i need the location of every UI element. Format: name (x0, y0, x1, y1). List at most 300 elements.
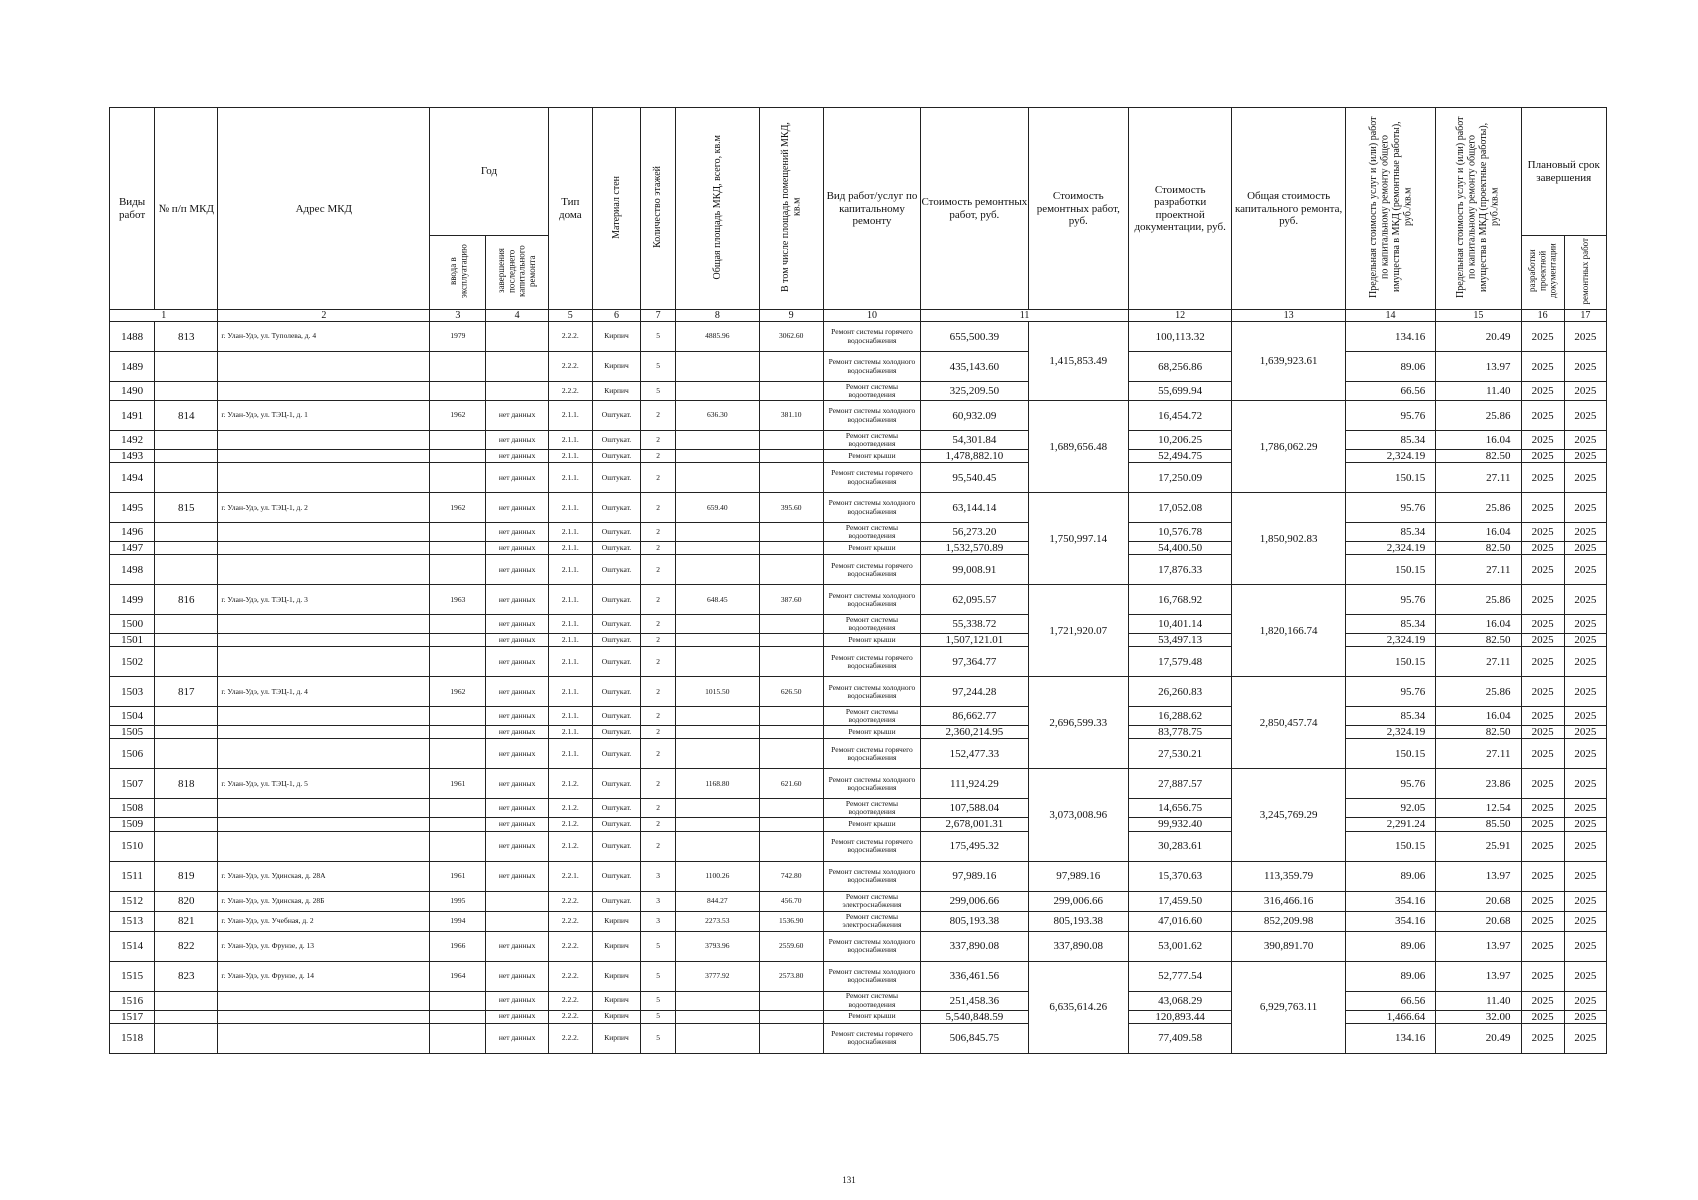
deadline-design: 2025 (1521, 1023, 1564, 1053)
limit-design: 13.97 (1436, 931, 1521, 961)
table-row (110, 677, 1607, 707)
header-god-zaversheniya-text: завершения последнего капитального ремонта (496, 245, 538, 297)
limit-repair: 66.56 (1345, 991, 1435, 1010)
mkd-address: г. Улан-Удэ, ул. ТЭЦ-1, д. 5 (218, 769, 430, 799)
table-row (110, 707, 1607, 726)
header-obshaya-stoimost: Общая стоимость капитального ремонта, руб. (1232, 108, 1345, 310)
header-god-vvoda (430, 236, 486, 310)
design-cost: 54,400.50 (1128, 542, 1231, 555)
row-index: 1518 (110, 1023, 155, 1053)
mkd-number (155, 818, 218, 831)
total-area: 1168.80 (676, 769, 759, 799)
total-area (676, 431, 759, 450)
premises-area (759, 1023, 823, 1053)
premises-area: 2559.60 (759, 931, 823, 961)
mkd-number: 822 (155, 931, 218, 961)
row-index: 1503 (110, 677, 155, 707)
mkd-number (155, 555, 218, 585)
work-type: Ремонт крыши (823, 450, 920, 463)
column-number: 2 (218, 310, 430, 322)
premises-area (759, 818, 823, 831)
repair-cost: 337,890.08 (921, 931, 1028, 961)
table-row (110, 961, 1607, 991)
total-area (676, 523, 759, 542)
total-area (676, 450, 759, 463)
row-index: 1504 (110, 707, 155, 726)
repair-cost: 5,540,848.59 (921, 1010, 1028, 1023)
house-type: 2.1.1. (548, 677, 592, 707)
work-type: Ремонт системы горячего водоснабжения (823, 1023, 920, 1053)
floors: 2 (641, 615, 676, 634)
mkd-number: 819 (155, 861, 218, 891)
design-cost: 100,113.32 (1128, 322, 1231, 352)
premises-area (759, 615, 823, 634)
year-built (430, 463, 486, 493)
repair-cost: 2,678,001.31 (921, 818, 1028, 831)
table-row (110, 634, 1607, 647)
group-repair-cost: 1,721,920.07 (1028, 585, 1128, 677)
deadline-repair: 2025 (1564, 555, 1606, 585)
group-repair-cost: 1,750,997.14 (1028, 493, 1128, 585)
deadline-design: 2025 (1521, 739, 1564, 769)
floors: 5 (641, 382, 676, 401)
row-index: 1496 (110, 523, 155, 542)
year-last-repair (486, 911, 548, 931)
deadline-design: 2025 (1521, 911, 1564, 931)
repair-cost: 175,495.32 (921, 831, 1028, 861)
limit-design: 20.49 (1436, 1023, 1521, 1053)
wall-material: Оштукат. (592, 523, 640, 542)
table-row (110, 799, 1607, 818)
wall-material: Оштукат. (592, 542, 640, 555)
total-area (676, 726, 759, 739)
premises-area (759, 991, 823, 1010)
deadline-repair: 2025 (1564, 1023, 1606, 1053)
row-index: 1515 (110, 961, 155, 991)
year-built: 1962 (430, 677, 486, 707)
floors: 5 (641, 1023, 676, 1053)
year-last-repair: нет данных (486, 739, 548, 769)
premises-area (759, 542, 823, 555)
deadline-repair: 2025 (1564, 911, 1606, 931)
repair-cost: 99,008.91 (921, 555, 1028, 585)
year-last-repair: нет данных (486, 861, 548, 891)
header-material-sten (592, 108, 640, 310)
row-index: 1507 (110, 769, 155, 799)
limit-design: 11.40 (1436, 991, 1521, 1010)
row-index: 1488 (110, 322, 155, 352)
premises-area (759, 352, 823, 382)
mkd-number (155, 634, 218, 647)
repair-cost: 299,006.66 (921, 891, 1028, 911)
mkd-address: г. Улан-Удэ, ул. Фрунзе, д. 13 (218, 931, 430, 961)
repair-cost: 63,144.14 (921, 493, 1028, 523)
mkd-address (218, 991, 430, 1010)
limit-repair: 85.34 (1345, 431, 1435, 450)
design-cost: 83,778.75 (1128, 726, 1231, 739)
wall-material: Кирпич (592, 961, 640, 991)
repair-cost: 111,924.29 (921, 769, 1028, 799)
limit-design: 12.54 (1436, 799, 1521, 818)
limit-design: 82.50 (1436, 726, 1521, 739)
header-adres: Адрес МКД (218, 108, 430, 310)
floors: 2 (641, 542, 676, 555)
work-type: Ремонт крыши (823, 1010, 920, 1023)
house-type: 2.1.1. (548, 555, 592, 585)
repair-cost: 107,588.04 (921, 799, 1028, 818)
deadline-design: 2025 (1521, 352, 1564, 382)
year-last-repair (486, 891, 548, 911)
mkd-address: г. Улан-Удэ, ул. Учебная, д. 2 (218, 911, 430, 931)
limit-design: 32.00 (1436, 1010, 1521, 1023)
total-area: 3777.92 (676, 961, 759, 991)
group-total-cost: 2,850,457.74 (1232, 677, 1345, 769)
total-area: 844.27 (676, 891, 759, 911)
year-built: 1962 (430, 401, 486, 431)
group-repair-cost: 3,073,008.96 (1028, 769, 1128, 861)
wall-material: Оштукат. (592, 707, 640, 726)
limit-repair: 2,324.19 (1345, 726, 1435, 739)
total-area (676, 352, 759, 382)
work-type: Ремонт системы холодного водоснабжения (823, 861, 920, 891)
deadline-design: 2025 (1521, 707, 1564, 726)
year-last-repair (486, 382, 548, 401)
header-predel-rem (1345, 108, 1435, 310)
total-area: 3793.96 (676, 931, 759, 961)
floors: 5 (641, 931, 676, 961)
premises-area (759, 431, 823, 450)
year-built (430, 831, 486, 861)
floors: 2 (641, 463, 676, 493)
year-built (430, 818, 486, 831)
design-cost: 53,497.13 (1128, 634, 1231, 647)
header-material-sten-text: Материал стен (610, 175, 622, 239)
design-cost: 27,530.21 (1128, 739, 1231, 769)
floors: 2 (641, 585, 676, 615)
mkd-number (155, 523, 218, 542)
column-number: 13 (1232, 310, 1345, 322)
group-total-cost: 6,929,763.11 (1232, 961, 1345, 1053)
year-built: 1979 (430, 322, 486, 352)
deadline-repair: 2025 (1564, 431, 1606, 450)
table-row (110, 911, 1607, 931)
deadline-repair: 2025 (1564, 523, 1606, 542)
house-type: 2.1.1. (548, 726, 592, 739)
repair-cost: 1,507,121.01 (921, 634, 1028, 647)
floors: 2 (641, 769, 676, 799)
deadline-repair: 2025 (1564, 615, 1606, 634)
mkd-address: г. Улан-Удэ, ул. ТЭЦ-1, д. 4 (218, 677, 430, 707)
year-last-repair (486, 322, 548, 352)
deadline-repair: 2025 (1564, 634, 1606, 647)
mkd-address (218, 799, 430, 818)
repair-cost: 435,143.60 (921, 352, 1028, 382)
house-type: 2.1.1. (548, 431, 592, 450)
deadline-design: 2025 (1521, 585, 1564, 615)
mkd-number: 821 (155, 911, 218, 931)
table-row (110, 726, 1607, 739)
year-built (430, 647, 486, 677)
house-type: 2.1.1. (548, 585, 592, 615)
deadline-design: 2025 (1521, 542, 1564, 555)
year-last-repair: нет данных (486, 707, 548, 726)
deadline-repair: 2025 (1564, 831, 1606, 861)
deadline-repair: 2025 (1564, 463, 1606, 493)
design-cost: 43,068.29 (1128, 991, 1231, 1010)
limit-design: 82.50 (1436, 542, 1521, 555)
column-number: 11 (921, 310, 1129, 322)
header-vid-rabot-uslug: Вид работ/услуг по капитальному ремонту (823, 108, 920, 310)
column-number: 15 (1436, 310, 1521, 322)
design-cost: 14,656.75 (1128, 799, 1231, 818)
deadline-design: 2025 (1521, 431, 1564, 450)
table-row (110, 542, 1607, 555)
repair-cost: 251,458.36 (921, 991, 1028, 1010)
deadline-repair: 2025 (1564, 961, 1606, 991)
column-number: 14 (1345, 310, 1435, 322)
wall-material: Оштукат. (592, 769, 640, 799)
deadline-repair: 2025 (1564, 931, 1606, 961)
total-area (676, 463, 759, 493)
floors: 3 (641, 861, 676, 891)
house-type: 2.2.2. (548, 322, 592, 352)
design-cost: 55,699.94 (1128, 382, 1231, 401)
year-built: 1963 (430, 585, 486, 615)
repair-cost: 97,364.77 (921, 647, 1028, 677)
design-cost: 53,001.62 (1128, 931, 1231, 961)
floors: 2 (641, 818, 676, 831)
total-area (676, 1023, 759, 1053)
work-type: Ремонт системы горячего водоснабжения (823, 831, 920, 861)
header-god-vvoda-text: ввода в эксплуатацию (447, 244, 468, 298)
limit-repair: 89.06 (1345, 861, 1435, 891)
wall-material: Оштукат. (592, 634, 640, 647)
mkd-number (155, 352, 218, 382)
design-cost: 27,887.57 (1128, 769, 1231, 799)
mkd-number: 818 (155, 769, 218, 799)
column-number: 1 (110, 310, 218, 322)
deadline-repair: 2025 (1564, 861, 1606, 891)
year-last-repair: нет данных (486, 615, 548, 634)
table-row (110, 769, 1607, 799)
repair-cost: 86,662.77 (921, 707, 1028, 726)
row-index: 1502 (110, 647, 155, 677)
deadline-repair: 2025 (1564, 382, 1606, 401)
mkd-address (218, 542, 430, 555)
year-last-repair: нет данных (486, 991, 548, 1010)
limit-repair: 85.34 (1345, 615, 1435, 634)
deadline-repair: 2025 (1564, 799, 1606, 818)
limit-repair: 66.56 (1345, 382, 1435, 401)
header-srok-rem-text: ремонтных работ (1580, 237, 1591, 305)
house-type: 2.2.2. (548, 961, 592, 991)
design-cost: 17,876.33 (1128, 555, 1231, 585)
group-repair-cost: 299,006.66 (1028, 891, 1128, 911)
year-last-repair: нет данных (486, 450, 548, 463)
header-kol-etazhey-text: Количество этажей (652, 166, 664, 248)
group-total-cost: 1,639,923.61 (1232, 322, 1345, 401)
year-built (430, 555, 486, 585)
repair-cost: 56,273.20 (921, 523, 1028, 542)
total-area (676, 647, 759, 677)
wall-material: Оштукат. (592, 585, 640, 615)
limit-design: 27.11 (1436, 739, 1521, 769)
mkd-address (218, 615, 430, 634)
mkd-number (155, 799, 218, 818)
design-cost: 26,260.83 (1128, 677, 1231, 707)
mkd-address (218, 555, 430, 585)
work-type: Ремонт системы холодного водоснабжения (823, 961, 920, 991)
limit-design: 25.91 (1436, 831, 1521, 861)
column-number: 10 (823, 310, 920, 322)
row-index: 1494 (110, 463, 155, 493)
design-cost: 77,409.58 (1128, 1023, 1231, 1053)
wall-material: Оштукат. (592, 615, 640, 634)
design-cost: 120,893.44 (1128, 1010, 1231, 1023)
year-last-repair: нет данных (486, 961, 548, 991)
year-built (430, 634, 486, 647)
header-srok-rem (1564, 236, 1606, 310)
row-index: 1491 (110, 401, 155, 431)
floors: 2 (641, 634, 676, 647)
design-cost: 47,016.60 (1128, 911, 1231, 931)
work-type: Ремонт крыши (823, 818, 920, 831)
limit-repair: 89.06 (1345, 961, 1435, 991)
header-planovy-srok: Плановый срок завершения (1521, 108, 1606, 236)
limit-design: 25.86 (1436, 493, 1521, 523)
house-type: 2.1.2. (548, 769, 592, 799)
design-cost: 17,459.50 (1128, 891, 1231, 911)
floors: 2 (641, 677, 676, 707)
work-type: Ремонт системы холодного водоснабжения (823, 769, 920, 799)
floors: 5 (641, 961, 676, 991)
wall-material: Кирпич (592, 382, 640, 401)
total-area (676, 555, 759, 585)
floors: 2 (641, 431, 676, 450)
deadline-repair: 2025 (1564, 677, 1606, 707)
table-row (110, 322, 1607, 352)
design-cost: 99,932.40 (1128, 818, 1231, 831)
header-ploshad-pomesheniy (759, 108, 823, 310)
mkd-number (155, 991, 218, 1010)
row-index: 1511 (110, 861, 155, 891)
deadline-repair: 2025 (1564, 401, 1606, 431)
deadline-design: 2025 (1521, 493, 1564, 523)
wall-material: Оштукат. (592, 555, 640, 585)
limit-repair: 2,324.19 (1345, 634, 1435, 647)
premises-area: 387.60 (759, 585, 823, 615)
header-obshaya-ploshad (676, 108, 759, 310)
premises-area (759, 726, 823, 739)
premises-area (759, 463, 823, 493)
year-built (430, 726, 486, 739)
group-repair-cost: 97,989.16 (1028, 861, 1128, 891)
design-cost: 52,494.75 (1128, 450, 1231, 463)
premises-area: 621.60 (759, 769, 823, 799)
year-built: 1964 (430, 961, 486, 991)
work-type: Ремонт системы электроснабжения (823, 911, 920, 931)
mkd-number (155, 707, 218, 726)
year-last-repair: нет данных (486, 831, 548, 861)
year-last-repair: нет данных (486, 1010, 548, 1023)
house-type: 2.1.1. (548, 707, 592, 726)
group-total-cost: 1,850,902.83 (1232, 493, 1345, 585)
mkd-address (218, 707, 430, 726)
year-last-repair: нет данных (486, 677, 548, 707)
design-cost: 10,401.14 (1128, 615, 1231, 634)
work-type: Ремонт крыши (823, 542, 920, 555)
deadline-design: 2025 (1521, 647, 1564, 677)
group-repair-cost: 1,415,853.49 (1028, 322, 1128, 401)
row-index: 1505 (110, 726, 155, 739)
limit-design: 85.50 (1436, 818, 1521, 831)
header-predel-proekt-text: Предельная стоимость услуг и (или) работ по капитальному ремонту общего имущества в МКД (проектные работы), руб./кв.м (1455, 116, 1501, 298)
wall-material: Оштукат. (592, 493, 640, 523)
limit-repair: 95.76 (1345, 769, 1435, 799)
table-row (110, 401, 1607, 431)
total-area (676, 382, 759, 401)
mkd-number (155, 463, 218, 493)
repair-cost: 506,845.75 (921, 1023, 1028, 1053)
house-type: 2.2.2. (548, 891, 592, 911)
group-repair-cost: 2,696,599.33 (1028, 677, 1128, 769)
floors: 2 (641, 707, 676, 726)
mkd-address (218, 726, 430, 739)
group-repair-cost: 6,635,614.26 (1028, 961, 1128, 1053)
deadline-repair: 2025 (1564, 818, 1606, 831)
floors: 2 (641, 493, 676, 523)
header-vid-rabot: Виды работ (110, 108, 155, 310)
house-type: 2.2.2. (548, 911, 592, 931)
limit-design: 23.86 (1436, 769, 1521, 799)
year-last-repair: нет данных (486, 493, 548, 523)
deadline-design: 2025 (1521, 1010, 1564, 1023)
mkd-address: г. Улан-Удэ, ул. ТЭЦ-1, д. 3 (218, 585, 430, 615)
row-index: 1495 (110, 493, 155, 523)
floors: 2 (641, 555, 676, 585)
limit-repair: 85.34 (1345, 707, 1435, 726)
deadline-design: 2025 (1521, 463, 1564, 493)
row-index: 1517 (110, 1010, 155, 1023)
wall-material: Оштукат. (592, 831, 640, 861)
mkd-number (155, 1010, 218, 1023)
design-cost: 52,777.54 (1128, 961, 1231, 991)
row-index: 1501 (110, 634, 155, 647)
mkd-address: г. Улан-Удэ, ул. ТЭЦ-1, д. 2 (218, 493, 430, 523)
table-row (110, 891, 1607, 911)
group-total-cost: 390,891.70 (1232, 931, 1345, 961)
table-row (110, 831, 1607, 861)
year-built (430, 523, 486, 542)
house-type: 2.2.2. (548, 382, 592, 401)
deadline-design: 2025 (1521, 726, 1564, 739)
repair-cost: 1,532,570.89 (921, 542, 1028, 555)
mkd-number: 823 (155, 961, 218, 991)
repair-cost: 54,301.84 (921, 431, 1028, 450)
house-type: 2.1.1. (548, 523, 592, 542)
design-cost: 10,576.78 (1128, 523, 1231, 542)
work-type: Ремонт крыши (823, 726, 920, 739)
mkd-address (218, 1023, 430, 1053)
group-total-cost: 316,466.16 (1232, 891, 1345, 911)
repair-cost: 97,989.16 (921, 861, 1028, 891)
floors: 2 (641, 739, 676, 769)
mkd-address (218, 818, 430, 831)
year-last-repair: нет данных (486, 542, 548, 555)
limit-design: 20.49 (1436, 322, 1521, 352)
deadline-design: 2025 (1521, 931, 1564, 961)
limit-design: 27.11 (1436, 555, 1521, 585)
